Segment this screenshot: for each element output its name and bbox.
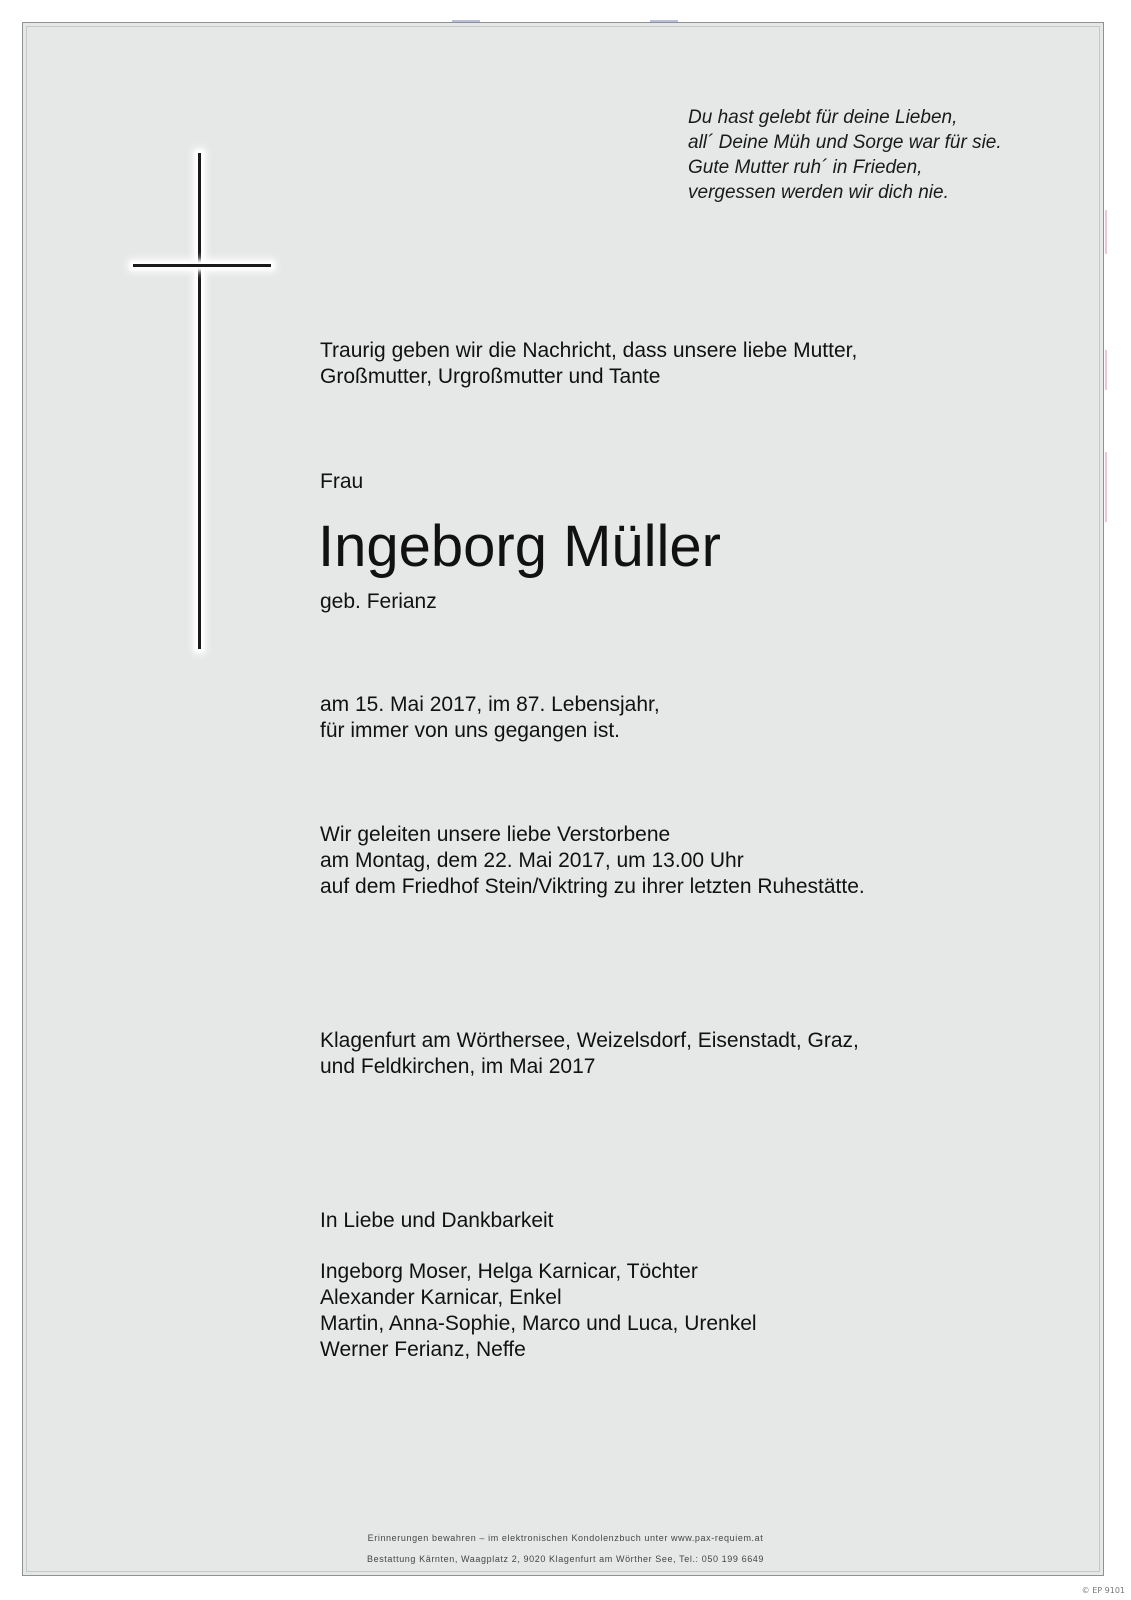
announcement-line: Traurig geben wir die Nachricht, dass unsere liebe Mutter, — [320, 339, 858, 362]
cross-icon — [128, 148, 276, 658]
deceased-name: Ingeborg Müller — [318, 514, 721, 579]
mourner-line: Ingeborg Moser, Helga Karnicar, Töchter — [320, 1260, 698, 1283]
announcement-text — [320, 338, 857, 390]
passing-text — [320, 692, 660, 744]
birth-name — [320, 589, 437, 615]
motto-line: all´ Deine Müh und Sorge war für sie. — [688, 132, 1002, 153]
footer-undertaker-line: Bestattung Kärnten, Waagplatz 2, 9020 Klagenfurt am Wörther See, Tel.: 050 199 6649 — [366, 1554, 765, 1564]
mourners-list — [320, 1259, 757, 1363]
announcement-line: Großmutter, Urgroßmutter und Tante — [320, 365, 661, 388]
mourner-line: Alexander Karnicar, Enkel — [320, 1286, 562, 1309]
salutation-text: Frau — [320, 470, 364, 493]
cross-horizontal-beam — [133, 264, 271, 267]
place-date-line: und Feldkirchen, im Mai 2017 — [320, 1055, 596, 1078]
funeral-text — [320, 822, 865, 900]
place-date-text — [320, 1028, 859, 1080]
mourner-line: Martin, Anna-Sophie, Marco und Luca, Urenkel — [320, 1312, 757, 1335]
salutation — [320, 469, 363, 495]
mourners-intro-text: In Liebe und Dankbarkeit — [320, 1209, 554, 1232]
passing-line: am 15. Mai 2017, im 87. Lebensjahr, — [320, 693, 660, 716]
birth-name-text: geb. Ferianz — [320, 590, 437, 613]
print-code: © EP 9101 — [1081, 1586, 1125, 1595]
motto-line: vergessen werden wir dich nie. — [688, 182, 949, 203]
passing-line: für immer von uns gegangen ist. — [320, 719, 620, 742]
right-edge-mark-bottom — [1105, 452, 1107, 522]
cross-vertical-beam — [198, 153, 201, 649]
funeral-line: Wir geleiten unsere liebe Verstorbene — [320, 823, 671, 846]
motto-line: Gute Mutter ruh´ in Frieden, — [688, 157, 923, 178]
mourner-line: Werner Ferianz, Neffe — [320, 1338, 526, 1361]
motto-line: Du hast gelebt für deine Lieben, — [688, 107, 958, 128]
right-edge-mark-middle — [1105, 350, 1107, 390]
funeral-line: am Montag, dem 22. Mai 2017, um 13.00 Uhr — [320, 849, 744, 872]
funeral-line: auf dem Friedhof Stein/Viktring zu ihrer letzten Ruhestätte. — [320, 875, 865, 898]
footer-condolence-line: Erinnerungen bewahren – im elektronischen Kondolenzbuch unter www.pax-requiem.at — [367, 1533, 764, 1543]
motto-verse — [688, 105, 1088, 205]
place-date-line: Klagenfurt am Wörthersee, Weizelsdorf, Eisenstadt, Graz, — [320, 1029, 859, 1052]
right-edge-mark-top — [1105, 210, 1107, 254]
mourners-intro — [320, 1208, 554, 1234]
